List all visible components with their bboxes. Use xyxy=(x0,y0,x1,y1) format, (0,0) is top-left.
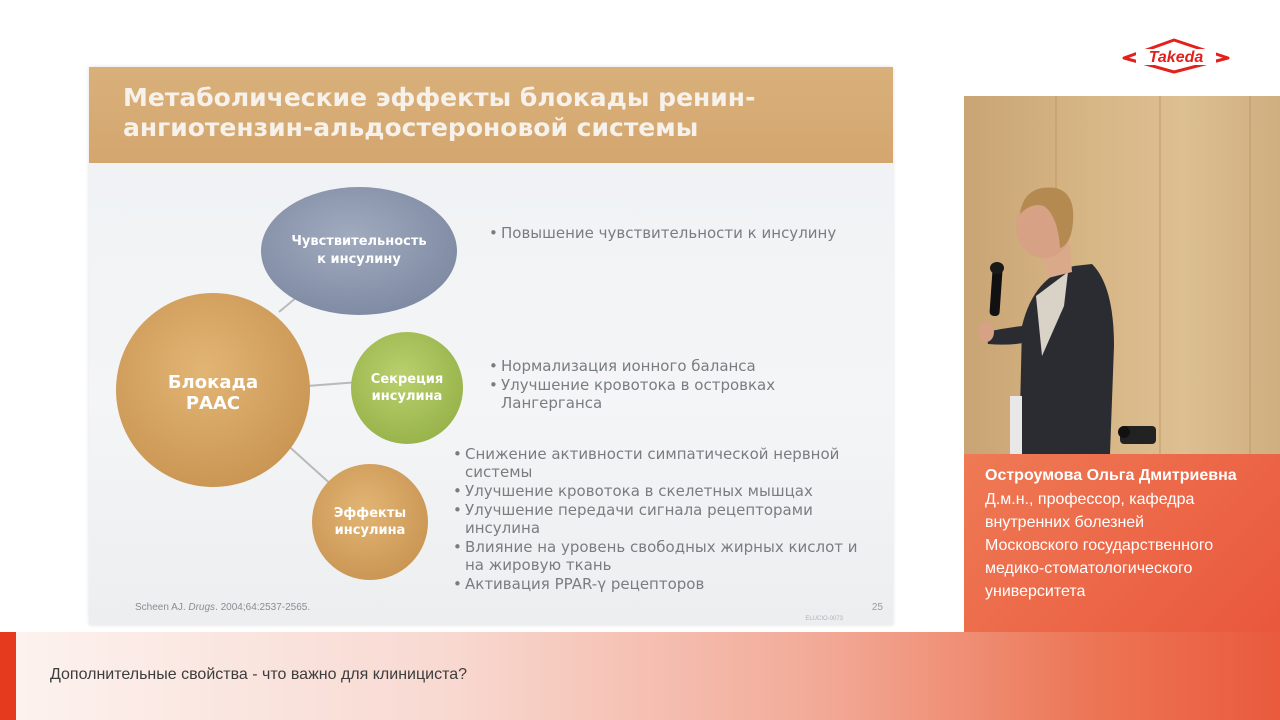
bullet-list-effects xyxy=(453,445,863,594)
presentation-title: Дополнительные свойства - что важно для клинициста? xyxy=(50,666,468,683)
bottom-title-bar xyxy=(0,632,1280,720)
bullet-item: • Повышение чувствительности к инсулину xyxy=(489,224,879,242)
bullet-item: • Улучшение кровотока в скелетных мышцах xyxy=(453,482,863,500)
connector-line xyxy=(284,442,334,487)
node-label-effects: Эффекты инсулина xyxy=(333,506,407,538)
node-label-sensitivity: Чувствительность к инсулину xyxy=(291,234,427,267)
bullet-item: • Улучшение кровотока в островках Лангерганса xyxy=(489,376,829,412)
node-label-secretion: Секреция инсулина xyxy=(370,372,444,404)
bullet-item: • Нормализация ионного баланса xyxy=(489,357,829,375)
center-node-label: Блокада РААС xyxy=(167,372,259,414)
bullet-item: • Снижение активности симпатической нервной системы xyxy=(453,445,863,481)
bottom-accent-strip xyxy=(0,632,16,720)
speaker-figure xyxy=(964,96,1280,454)
slide-code: ELUCIO-0073 xyxy=(805,616,843,622)
speaker-description: Д.м.н., профессор, кафедра внутренних болезней Московского государственного медико-стоматологического университета xyxy=(985,491,1214,600)
slide-title: Метаболические эффекты блокады ренин- ангиотензин-альдостероновой системы xyxy=(123,83,756,142)
speaker-video xyxy=(964,96,1280,454)
takeda-logo-text: Takeda xyxy=(1148,49,1204,66)
takeda-logo xyxy=(1118,38,1234,74)
slide-page-number: 25 xyxy=(871,602,883,613)
bullet-item: • Активация PPAR-γ рецепторов xyxy=(453,575,863,593)
speaker-name: Остроумова Ольга Дмитриевна xyxy=(985,467,1237,484)
presentation-slide xyxy=(89,67,893,625)
bullet-list-secretion xyxy=(489,357,829,413)
slide-reference: Scheen AJ. Drugs. 2004;64:2537-2565. xyxy=(135,602,311,613)
bullet-item: • Влияние на уровень свободных жирных кислот и на жировую ткань xyxy=(453,538,863,574)
bullet-list-sensitivity xyxy=(489,224,879,243)
speaker-info-panel xyxy=(964,454,1280,632)
bullet-item: • Улучшение передачи сигнала рецепторами инсулина xyxy=(453,501,863,537)
